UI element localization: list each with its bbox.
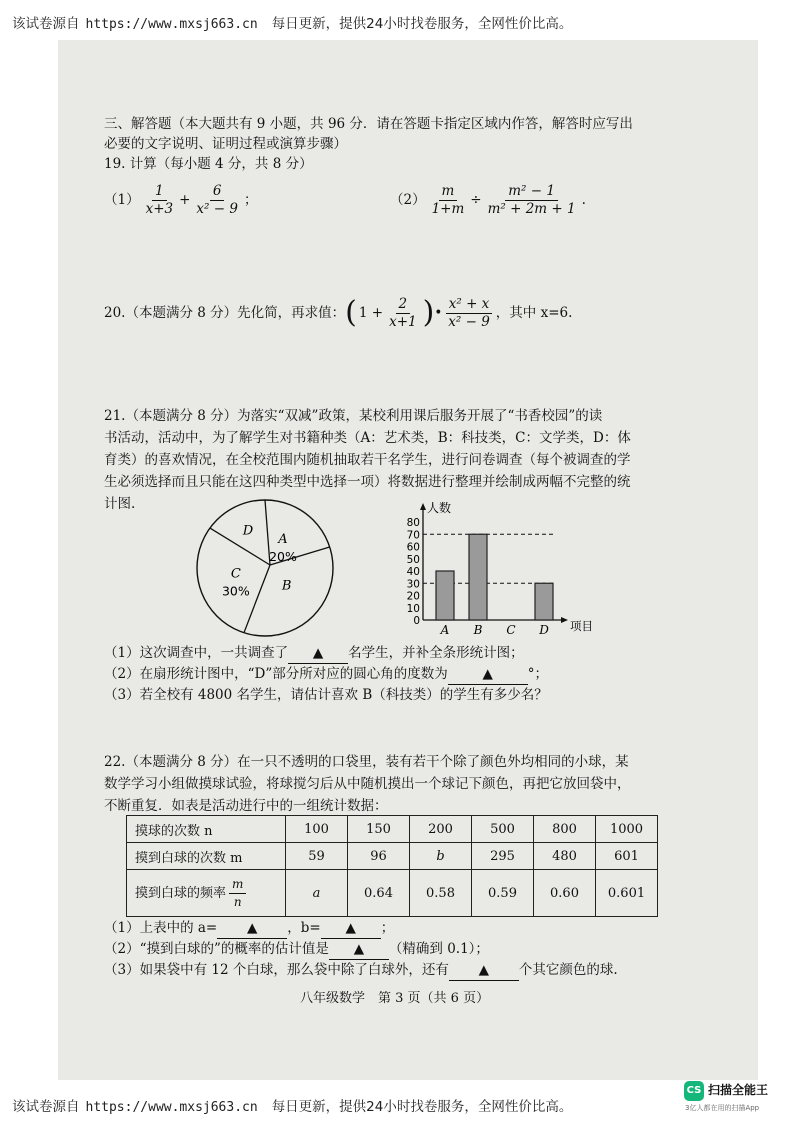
answer-blank[interactable]: ▲ [217,918,287,939]
banner-url[interactable]: https://www.mxsj663.cn [85,17,258,32]
pie-percent-A: 20% [269,549,297,565]
y-axis-label: 人数 [427,501,452,515]
q21-sub1: （1）这次调查中，一共调查了 ▲ 名学生，并补全条形统计图； [104,643,524,664]
x-axis-arrow-icon [561,617,568,623]
bar-B [469,534,487,620]
answer-blank[interactable]: ▲ [321,918,381,939]
q19-p2-frac1: $\frac{m}{1+m}$ [431,182,465,217]
q21-line2: 书活动，活动中，为了解学生对书籍种类（A：艺术类，B：科技类，C：文学类，D：体 [104,430,631,446]
y-tick-label: 50 [406,553,420,566]
x-tick-label: D [539,623,549,637]
bar-D [535,583,553,620]
row-label: 摸到白球的频率 $\frac{m}{n}$ [127,870,286,917]
q21-line3: 育类）的喜欢情况，在全校范围内随机抽取若干名学生，进行问卷调查（每个被调查的学 [104,452,631,468]
answer-blank[interactable]: ▲ [448,664,528,685]
q22-sub2: （2）“摸到白球的”的概率的估计值是 ▲ （精确到 0.1）； [104,939,489,960]
pie-label-B: B [281,578,292,594]
pie-outline [197,500,333,636]
answer-blank[interactable]: ▲ [288,643,348,664]
q20-frac2: $\frac{\text{x² + x}}{\text{x² − 9}}$ [445,296,493,331]
pie-percent-C: 30% [221,583,250,599]
bar-A [436,571,454,620]
bar-chart [395,500,595,640]
table-row: 摸球的次数 n 100 150 200 500 800 1000 [127,816,658,843]
q19-p1-frac1: $\frac{1}{x+3}$ [145,182,174,217]
pie-chart [190,493,340,643]
y-tick-label: 0 [413,615,420,627]
y-axis-arrow-icon [420,503,426,510]
q19-part2: （2） $\frac{m}{1+m}$ ÷ $\frac{\text{m² − 1}}{\text{m² + 2m + 1}}$ . [390,182,586,217]
y-tick-label: 30 [406,578,420,591]
q19-p2-frac2: $\frac{\text{m² − 1}}{\text{m² + 2m + 1}}$ [487,182,576,217]
row-label: 摸球的次数 n [127,816,286,843]
y-tick-label: 20 [406,590,420,603]
q21-sub3: （3）若全校有 4800 名学生，请估计喜欢 B（科技类）的学生有多少名？ [104,687,548,703]
q19-part1: （1） $\frac{1}{x+3}$ + $\frac{6}{\text{x² − 9}}$ ； [104,182,258,217]
banner-url[interactable]: https://www.mxsj663.cn [85,1100,258,1115]
q22-line2: 数学学习小组做摸球试验，将球搅匀后从中随机摸出一个球记下颜色，再把它放回袋中， [104,776,631,792]
scanner-logo: CS 扫描全能王 3亿人都在用的扫描App [685,1083,769,1112]
top-banner: 该试卷源自 https://www.mxsj663.cn 每日更新，提供24小时找卷服务，全网性价比高。 [12,16,573,32]
q20-frac1: $\frac{2}{x+1}$ [389,295,417,330]
q21-line1: 21.（本题满分 8 分）为落实“双减”政策，某校利用课后服务开展了“书香校园”的读 [104,408,603,424]
bottom-banner: 该试卷源自 https://www.mxsj663.cn 每日更新，提供24小时找卷服务，全网性价比高。 [12,1099,573,1115]
table-row: 摸到白球的次数 m 59 96 b 295 480 601 [127,843,658,870]
pie-label-A: A [278,532,288,548]
cs-logo-icon: CS [684,1081,704,1101]
y-tick-label: 10 [406,602,420,615]
q19-p1-frac2: $\frac{6}{\text{x² − 9}}$ [196,182,238,217]
pie-label-D: D [242,523,254,539]
y-tick-label: 80 [406,517,420,529]
section-heading: 三、解答题（本大题共有 9 小题，共 96 分．请在答题卡指定区域内作答，解答时应写出 [104,116,633,132]
answer-blank[interactable]: ▲ [449,960,519,981]
section-heading-2: 必要的文字说明、证明过程或演算步骤） [104,136,347,152]
q19-title: 19. 计算（每小题 4 分，共 8 分） [104,156,313,172]
y-tick-label: 70 [406,529,420,542]
q22-line1: 22.（本题满分 8 分）在一只不透明的口袋里，装有若干个除了颜色外均相同的小球，某 [104,754,629,770]
x-tick-label: B [473,623,483,637]
q22-sub3: （3）如果袋中有 12 个白球，那么袋中除了白球外，还有 ▲ 个其它颜色的球. [104,960,618,981]
q20-question: 20.（本题满分 8 分）先化简，再求值： ( 1 + $\frac{2}{x+1}$ ) • $\frac{\text{x² + x}}{\text{x² − 9}}$ ，其中 x=6. [104,295,573,330]
pie-label-C: C [230,566,241,582]
page-footer: 八年级数学 第 3 页（共 6 页） [300,991,490,1006]
table-row: 摸到白球的频率 $\frac{m}{n}$ a 0.64 0.58 0.59 0.60 0.601 [127,870,658,917]
x-tick-label: A [440,623,450,637]
q21-sub2: （2）在扇形统计图中，“D”部分所对应的圆心角的度数为 ▲ °； [104,664,548,685]
pie-slice-C [244,565,270,633]
q21-line5: 计图. [104,496,136,512]
x-axis-label: 项目 [570,619,593,633]
answer-blank[interactable]: ▲ [329,939,389,960]
row-label: 摸到白球的次数 m [127,843,286,870]
q22-line3: 不断重复．如表是活动进行中的一组统计数据： [104,798,388,814]
y-tick-label: 40 [406,566,420,578]
x-tick-label: C [506,623,516,637]
stats-table [126,815,658,917]
y-tick-label: 60 [406,541,420,554]
q22-sub1: （1）上表中的 a= ▲ ，b= ▲ ； [104,918,394,939]
pie-slice-D [210,528,270,565]
q21-line4: 生必须选择而且只能在这四种类型中选择一项）将数据进行整理并绘制成两幅不完整的统 [104,474,631,490]
